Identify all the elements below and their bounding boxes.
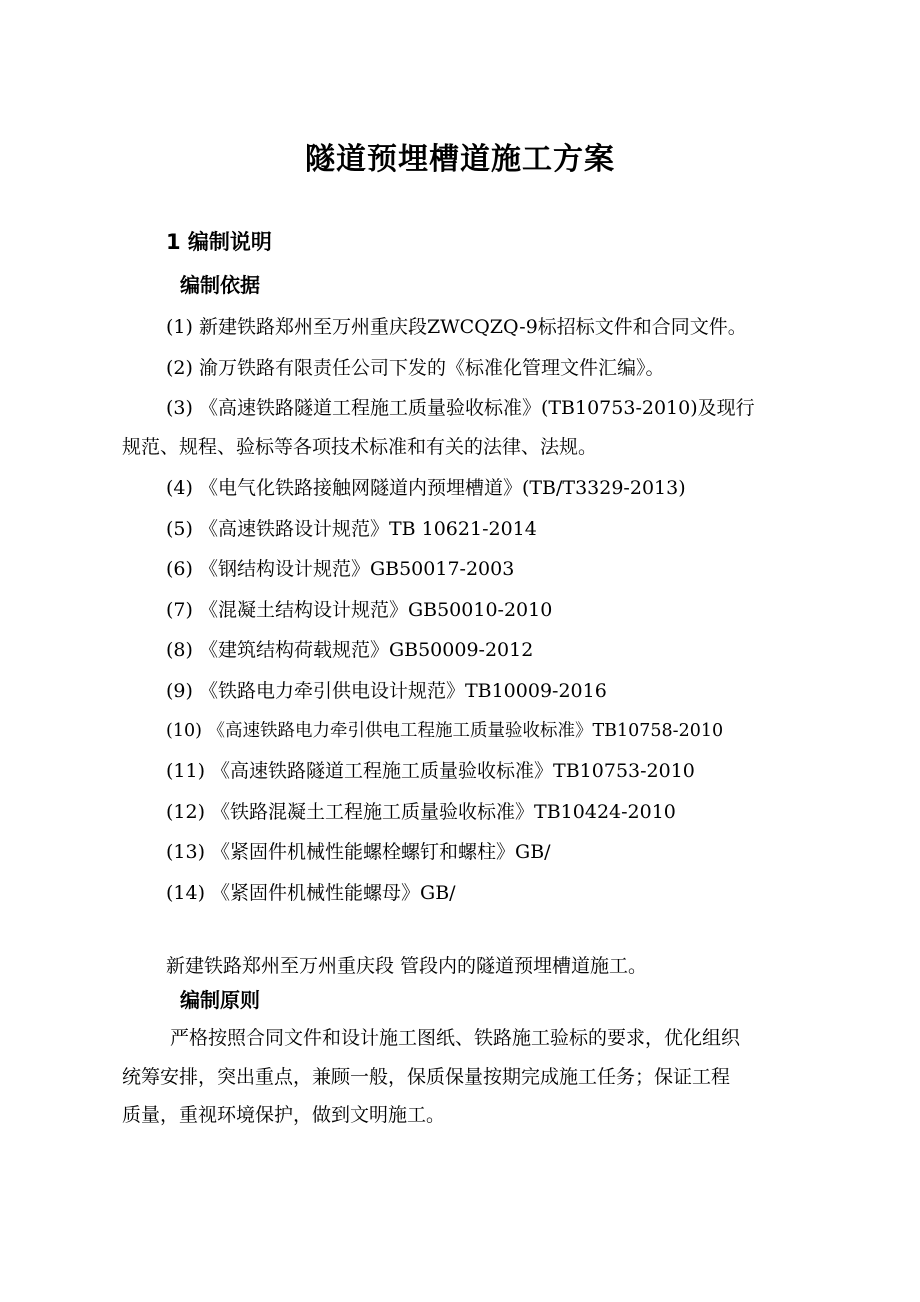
basis-item-9: (9) 《铁路电力牵引供电设计规范》TB10009-2016: [166, 680, 607, 702]
document-title: 隧道预埋槽道施工方案: [305, 142, 615, 177]
basis-item-1: (1) 新建铁路郑州至万州重庆段ZWCQZQ-9标招标文件和合同文件。: [166, 316, 747, 338]
basis-item-12: (12) 《铁路混凝土工程施工质量验收标准》TB10424-2010: [166, 801, 676, 823]
basis-item-4: (4) 《电气化铁路接触网隧道内预埋槽道》(TB/T3329-2013): [166, 477, 686, 499]
basis-item-6: (6) 《钢结构设计规范》GB50017-2003: [166, 558, 515, 580]
basis-item-5: (5) 《高速铁路设计规范》TB 10621-2014: [166, 518, 537, 540]
basis-item-13: (13) 《紧固件机械性能螺栓螺钉和螺柱》GB/: [166, 841, 551, 863]
scope-text: 新建铁路郑州至万州重庆段 管段内的隧道预埋槽道施工。: [166, 955, 648, 977]
subheading-basis: 编制依据: [180, 273, 260, 297]
basis-item-11: (11) 《高速铁路隧道工程施工质量验收标准》TB10753-2010: [166, 760, 695, 782]
basis-item-8: (8) 《建筑结构荷载规范》GB50009-2012: [166, 639, 534, 661]
basis-item-7: (7) 《混凝土结构设计规范》GB50010-2010: [166, 599, 553, 621]
principle-line-2: 统筹安排，突出重点，兼顾一般，保质保量按期完成施工任务；保证工程: [122, 1066, 731, 1088]
subheading-principle: 编制原则: [180, 988, 260, 1012]
basis-item-3: (3) 《高速铁路隧道工程施工质量验收标准》(TB10753-2010)及现行: [166, 397, 755, 419]
basis-item-3-continued: 规范、规程、验标等各项技术标准和有关的法律、法规。: [122, 436, 598, 458]
principle-line-3: 质量，重视环境保护，做到文明施工。: [122, 1104, 446, 1126]
basis-item-14: (14) 《紧固件机械性能螺母》GB/: [166, 882, 456, 904]
basis-item-2: (2) 渝万铁路有限责任公司下发的《标准化管理文件汇编》。: [166, 357, 665, 379]
section-heading-compilation: 1 编制说明: [166, 230, 272, 254]
basis-item-10: (10) 《高速铁路电力牵引供电工程施工质量验收标准》TB10758-2010: [166, 721, 724, 741]
principle-line-1: 严格按照合同文件和设计施工图纸、铁路施工验标的要求，优化组织: [170, 1027, 741, 1049]
